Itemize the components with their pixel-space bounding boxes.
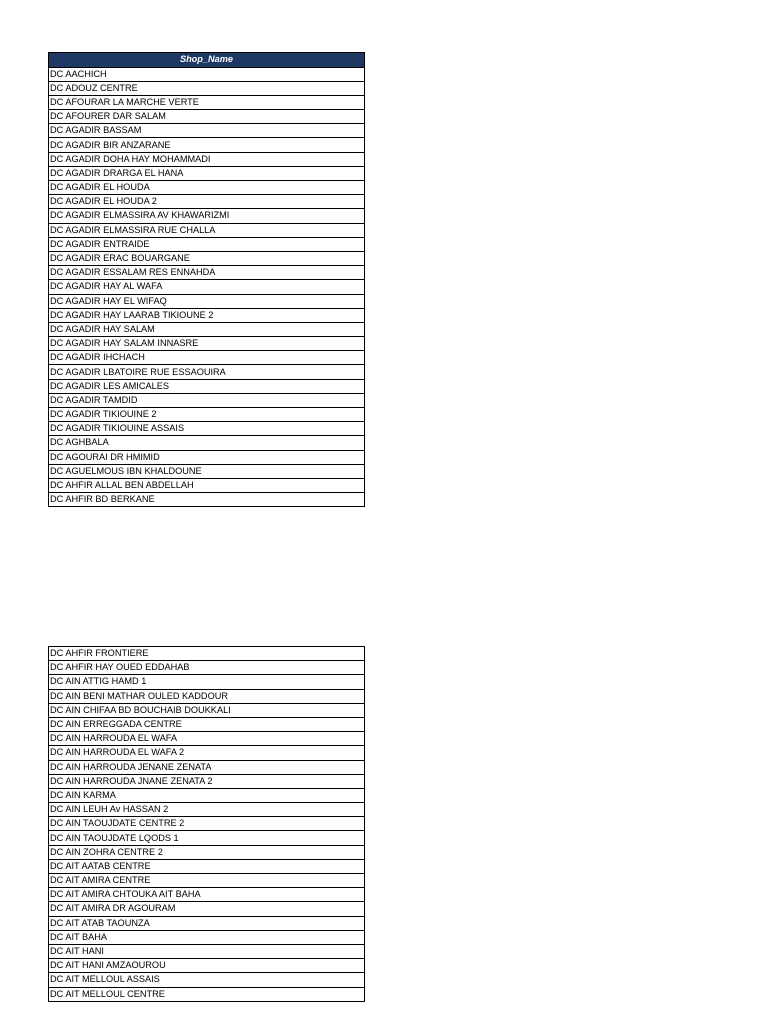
shop-table-2-body xyxy=(49,647,365,1002)
table-row xyxy=(49,803,365,817)
shop-name-cell: DC AIN LEUH Av HASSAN 2 xyxy=(49,803,365,817)
shop-name-cell: DC AIN HARROUDA EL WAFA xyxy=(49,732,365,746)
shop-name-cell: DC AIT MELLOUL ASSAIS xyxy=(49,973,365,987)
shop-name-cell: DC AGADIR BIR ANZARANE xyxy=(49,138,365,152)
shop-name-cell: DC AGADIR ERAC BOUARGANE xyxy=(49,251,365,265)
column-header-shop-name: Shop_Name xyxy=(49,53,365,68)
table-row xyxy=(49,251,365,265)
shop-name-cell: DC AGADIR HAY LAARAB TIKIOUNE 2 xyxy=(49,308,365,322)
shop-name-cell: DC AGADIR HAY EL WIFAQ xyxy=(49,294,365,308)
table-row xyxy=(49,294,365,308)
shop-name-cell: DC AIT AATAB CENTRE xyxy=(49,859,365,873)
table-row xyxy=(49,661,365,675)
table-row xyxy=(49,181,365,195)
table-row xyxy=(49,308,365,322)
table-row xyxy=(49,166,365,180)
table-row xyxy=(49,888,365,902)
table-row xyxy=(49,450,365,464)
shop-name-cell: DC AGADIR ENTRAIDE xyxy=(49,237,365,251)
table-row xyxy=(49,902,365,916)
shop-name-cell: DC AGUELMOUS IBN KHALDOUNE xyxy=(49,464,365,478)
table-row xyxy=(49,280,365,294)
shop-name-cell: DC AGADIR HAY AL WAFA xyxy=(49,280,365,294)
shop-name-cell: DC AIN TAOUJDATE CENTRE 2 xyxy=(49,817,365,831)
shop-name-cell: DC AIN ZOHRA CENTRE 2 xyxy=(49,845,365,859)
table-row xyxy=(49,223,365,237)
table-row xyxy=(49,817,365,831)
table-row xyxy=(49,703,365,717)
table-row xyxy=(49,493,365,507)
table-row xyxy=(49,138,365,152)
shop-name-cell: DC AIT MELLOUL CENTRE xyxy=(49,987,365,1001)
shop-name-cell: DC AHFIR ALLAL BEN ABDELLAH xyxy=(49,478,365,492)
table-row xyxy=(49,337,365,351)
shop-name-cell: DC AGADIR DRARGA EL HANA xyxy=(49,166,365,180)
shop-name-cell: DC AGHBALA xyxy=(49,436,365,450)
shop-name-cell: DC AIT HANI AMZAOUROU xyxy=(49,959,365,973)
table-row xyxy=(49,675,365,689)
shop-name-cell: DC ADOUZ CENTRE xyxy=(49,81,365,95)
shop-name-cell: DC AHFIR FRONTIERE xyxy=(49,647,365,661)
table-row xyxy=(49,732,365,746)
table-row xyxy=(49,987,365,1001)
header-row xyxy=(49,53,365,68)
table-row xyxy=(49,124,365,138)
shop-name-cell: DC AGADIR ESSALAM RES ENNAHDA xyxy=(49,266,365,280)
shop-name-cell: DC AIN ERREGGADA CENTRE xyxy=(49,717,365,731)
table-row xyxy=(49,774,365,788)
table-row xyxy=(49,930,365,944)
shop-name-cell: DC AIT ATAB TAOUNZA xyxy=(49,916,365,930)
shop-name-cell: DC AIN TAOUJDATE LQODS 1 xyxy=(49,831,365,845)
shop-name-cell: DC AGADIR HAY SALAM INNASRE xyxy=(49,337,365,351)
table-row xyxy=(49,379,365,393)
shop-table-2 xyxy=(48,646,365,1002)
table-row xyxy=(49,95,365,109)
table-row xyxy=(49,717,365,731)
shop-name-cell: DC AGADIR HAY SALAM xyxy=(49,322,365,336)
shop-name-cell: DC AIN ATTIG HAMD 1 xyxy=(49,675,365,689)
table-row xyxy=(49,478,365,492)
shop-name-cell: DC AGADIR TIKIOUINE 2 xyxy=(49,408,365,422)
table-row xyxy=(49,152,365,166)
shop-name-cell: DC AIN KARMA xyxy=(49,788,365,802)
table-row xyxy=(49,647,365,661)
table-row xyxy=(49,110,365,124)
table-row xyxy=(49,209,365,223)
table-row xyxy=(49,195,365,209)
shop-name-cell: DC AIT BAHA xyxy=(49,930,365,944)
shop-name-cell: DC AGADIR ELMASSIRA AV KHAWARIZMI xyxy=(49,209,365,223)
shop-name-cell: DC AHFIR BD BERKANE xyxy=(49,493,365,507)
table-row xyxy=(49,464,365,478)
shop-name-cell: DC AFOURER DAR SALAM xyxy=(49,110,365,124)
shop-name-cell: DC AGADIR BASSAM xyxy=(49,124,365,138)
shop-name-cell: DC AIN HARROUDA JENANE ZENATA xyxy=(49,760,365,774)
table-row xyxy=(49,859,365,873)
shop-name-cell: DC AIT HANI xyxy=(49,944,365,958)
table-row xyxy=(49,266,365,280)
table-row xyxy=(49,746,365,760)
shop-table-1 xyxy=(48,52,365,507)
table-row xyxy=(49,944,365,958)
table-row xyxy=(49,422,365,436)
shop-name-cell: DC AHFIR HAY OUED EDDAHAB xyxy=(49,661,365,675)
table-row xyxy=(49,67,365,81)
table-row xyxy=(49,760,365,774)
shop-name-cell: DC AGADIR ELMASSIRA RUE CHALLA xyxy=(49,223,365,237)
shop-name-cell: DC AGADIR LBATOIRE RUE ESSAOUIRA xyxy=(49,365,365,379)
shop-name-cell: DC AGADIR DOHA HAY MOHAMMADI xyxy=(49,152,365,166)
table-row xyxy=(49,845,365,859)
table-row xyxy=(49,788,365,802)
shop-name-cell: DC AGADIR TAMDID xyxy=(49,393,365,407)
shop-name-cell: DC AIT AMIRA CHTOUKA AIT BAHA xyxy=(49,888,365,902)
shop-name-cell: DC AIT AMIRA CENTRE xyxy=(49,874,365,888)
table-row xyxy=(49,436,365,450)
shop-name-cell: DC AIN CHIFAA BD BOUCHAIB DOUKKALI xyxy=(49,703,365,717)
table-row xyxy=(49,959,365,973)
shop-table-1-body xyxy=(49,67,365,507)
shop-name-cell: DC AGOURAI DR HMIMID xyxy=(49,450,365,464)
table-row xyxy=(49,81,365,95)
shop-name-cell: DC AGADIR EL HOUDA xyxy=(49,181,365,195)
table-row xyxy=(49,322,365,336)
table-row xyxy=(49,365,365,379)
table-row xyxy=(49,874,365,888)
shop-name-cell: DC AGADIR IHCHACH xyxy=(49,351,365,365)
table-row xyxy=(49,973,365,987)
shop-name-cell: DC AACHICH xyxy=(49,67,365,81)
shop-name-cell: DC AIN BENI MATHAR OULED KADDOUR xyxy=(49,689,365,703)
shop-name-cell: DC AIT AMIRA DR AGOURAM xyxy=(49,902,365,916)
shop-name-cell: DC AGADIR EL HOUDA 2 xyxy=(49,195,365,209)
table-row xyxy=(49,351,365,365)
table-row xyxy=(49,408,365,422)
table-row xyxy=(49,831,365,845)
table-row xyxy=(49,689,365,703)
table-row xyxy=(49,393,365,407)
shop-name-cell: DC AIN HARROUDA EL WAFA 2 xyxy=(49,746,365,760)
table-row xyxy=(49,237,365,251)
shop-name-cell: DC AGADIR TIKIOUINE ASSAIS xyxy=(49,422,365,436)
table-row xyxy=(49,916,365,930)
shop-name-cell: DC AFOURAR LA MARCHE VERTE xyxy=(49,95,365,109)
shop-name-cell: DC AGADIR LES AMICALES xyxy=(49,379,365,393)
shop-name-cell: DC AIN HARROUDA JNANE ZENATA 2 xyxy=(49,774,365,788)
